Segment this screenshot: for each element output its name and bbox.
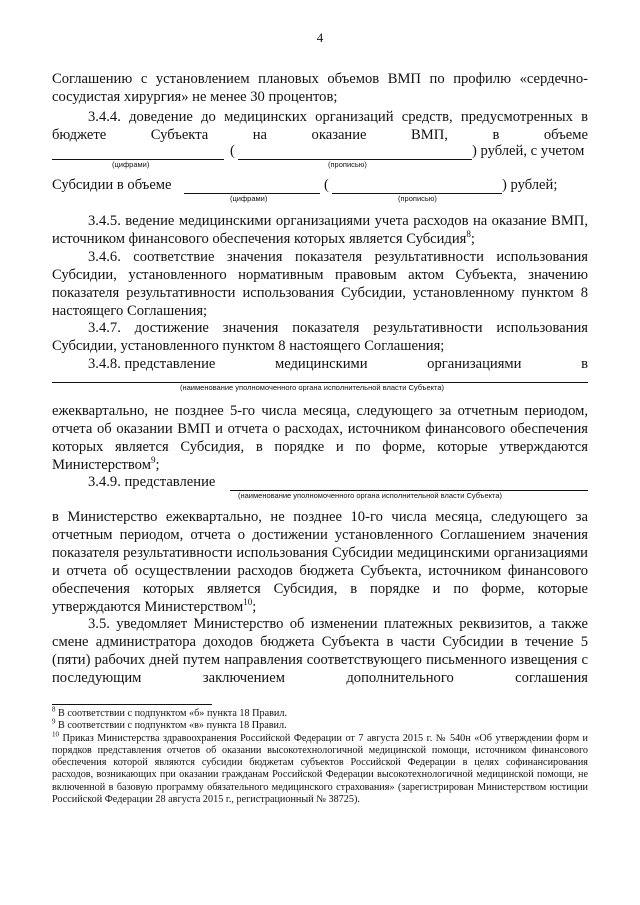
paragraph-continuation bbox=[52, 70, 588, 106]
footnote-ref[interactable]: 10 bbox=[243, 597, 253, 608]
word: в bbox=[581, 356, 588, 372]
word: бюджете bbox=[52, 127, 107, 143]
footnote-number: 8 bbox=[52, 705, 56, 714]
authority-fill-row-2 bbox=[52, 474, 588, 504]
subsidy-digits-blank[interactable] bbox=[184, 177, 320, 194]
footnotes bbox=[52, 705, 588, 806]
paragraph-tail: ; bbox=[470, 231, 475, 247]
footnote-text: В соответствии с подпунктом «в» пункта 18 Правил. bbox=[55, 720, 287, 732]
amount-digits-blank[interactable] bbox=[52, 143, 224, 160]
paragraph-body: 3.4.5. ведение медицинскими организациями учета расходов на оказание ВМП, источником финансового обеспечения которых является Субсидия bbox=[52, 213, 588, 247]
word: ВМП, bbox=[411, 127, 448, 143]
blank-caption: (цифрами) bbox=[230, 194, 268, 203]
footnote-ref[interactable]: 9 bbox=[150, 455, 156, 466]
word: Субъекта bbox=[150, 127, 209, 143]
paragraph-3-4-9 bbox=[52, 508, 588, 616]
paragraph-text: 3.4.6. соответствие значения показателя результативности использования Субсидии, установленного нормативным правовым актом Субъекта, значению показателя результативности использования Субсидии, установленному пунктом 8 настоящего Соглашения; bbox=[52, 249, 588, 319]
row-label-text: Субсидии в объеме bbox=[52, 177, 172, 193]
blank-caption: (прописью) bbox=[328, 160, 367, 169]
authority-name-blank[interactable] bbox=[52, 366, 588, 383]
paragraph-text bbox=[52, 402, 588, 474]
footnote-8 bbox=[52, 705, 588, 720]
bracket-open: ( bbox=[324, 177, 329, 193]
amount-fill-row-1 bbox=[52, 143, 588, 173]
word: объеме bbox=[543, 127, 588, 143]
subsidy-words-blank[interactable] bbox=[332, 177, 502, 194]
paragraph-text: 3.4.7. достижение значения показателя результативности использования Субсидии, установленного пунктом 8 настоящего Соглашения; bbox=[52, 320, 588, 354]
blank-caption: (цифрами) bbox=[112, 160, 150, 169]
footnote-10 bbox=[52, 730, 588, 807]
paragraph-text: Соглашению с установлением плановых объемов ВМП по профилю «сердечно-сосудистая хирургия» не менее 30 процентов; bbox=[52, 71, 588, 105]
footnote-number: 9 bbox=[52, 717, 56, 726]
paragraph-text: 3.5. уведомляет Министерство об изменении платежных реквизитов, а также смене администратора доходов бюджета Субъекта в части Субсидии в течение 5 (пяти) рабочих дней путем направления соответствующего письменного извещения с последующим заключением дополнительного соглашения bbox=[52, 616, 588, 686]
paragraph-3-4-4-line1: 3.4.4. доведение до медицинских организаций средств, предусмотренных в bbox=[88, 109, 588, 125]
amount-words-blank[interactable] bbox=[238, 143, 472, 160]
footnote-divider bbox=[52, 704, 212, 705]
footnote-number: 10 bbox=[52, 730, 59, 739]
authority-fill-row-1 bbox=[52, 366, 588, 396]
paragraph-3-5 bbox=[52, 615, 588, 687]
paragraph-body: ежеквартально, не позднее 5-го числа месяца, следующего за отчетным периодом, отчета об оказании ВМП и отчета о расходах, источником финансового обеспечения которых является Субсидия, в порядке и по форме, которые утверждаются Министерством bbox=[52, 403, 588, 473]
word: на bbox=[252, 127, 268, 143]
blank-caption: (прописью) bbox=[398, 194, 437, 203]
word: медицинскими bbox=[274, 356, 368, 372]
word: 3.4.8. представление bbox=[88, 356, 216, 372]
paragraph-3-4-6 bbox=[52, 248, 588, 320]
paragraph-3-4-7 bbox=[52, 319, 588, 355]
page-number: 4 bbox=[316, 30, 324, 45]
footnote-9 bbox=[52, 717, 588, 732]
word: оказание bbox=[311, 127, 367, 143]
paragraph-tail: ; bbox=[252, 599, 257, 615]
blank-caption: (наименование уполномоченного органа исполнительной власти Субъекта) bbox=[238, 491, 503, 500]
word: организациями bbox=[427, 356, 522, 372]
word: в bbox=[492, 127, 500, 143]
blank-caption: (наименование уполномоченного органа исполнительной власти Субъекта) bbox=[180, 383, 445, 392]
paragraph-body: в Министерство ежеквартально, не позднее 10-го числа месяца, следующего за отчетным периодом, отчета о достижении установленного Соглашением значения показателя результативности использования Субсидии медицинскими организациями и отчета об осуществлении расходов бюджета Субъекта, источником финансового обеспечения которых является Субсидия, в порядке и по форме, которые утверждаются Министерством bbox=[52, 509, 588, 615]
paragraph-3-4-8 bbox=[52, 402, 588, 474]
amount-fill-row-2 bbox=[52, 177, 588, 207]
row-tail-text: ) рублей; bbox=[502, 177, 558, 193]
bracket-open: ( bbox=[230, 143, 235, 159]
paragraph-text bbox=[52, 508, 588, 616]
footnote-text: В соответствии с подпунктом «б» пункта 18 Правил. bbox=[55, 708, 288, 719]
paragraph-3-4-4-line2 bbox=[52, 126, 588, 144]
paragraph-3-4-4 bbox=[52, 108, 588, 144]
paragraph-tail: ; bbox=[155, 457, 160, 473]
footnote-text: Приказ Министерства здравоохранения Российской Федерации от 7 августа 2015 г. № 540н «Об утверждении форм и порядков представления отчетов об оказании высокотехнологичной медицинской помощи, источником финансового обеспечения которой являются субсидии бюджетам субъектов Российской Федерации в целях софинансирования расходов, возникающих при оказании гражданам Российской Федерации высокотехнологичной медицинской помощи, не включенной в базовую программу обязательного медицинского страхования» (зарегистрирован Министерством юстиции Российской Федерации 28 августа 2015 г., регистрационный № 38725). bbox=[52, 732, 588, 806]
paragraph-text bbox=[52, 212, 588, 248]
paragraph-3-4-5 bbox=[52, 212, 588, 248]
row-label-text: 3.4.9. представление bbox=[88, 474, 216, 490]
footnote-ref[interactable]: 8 bbox=[466, 229, 471, 240]
authority-name-blank[interactable] bbox=[230, 474, 588, 491]
row-tail-text: ) рублей, с учетом bbox=[472, 143, 585, 159]
